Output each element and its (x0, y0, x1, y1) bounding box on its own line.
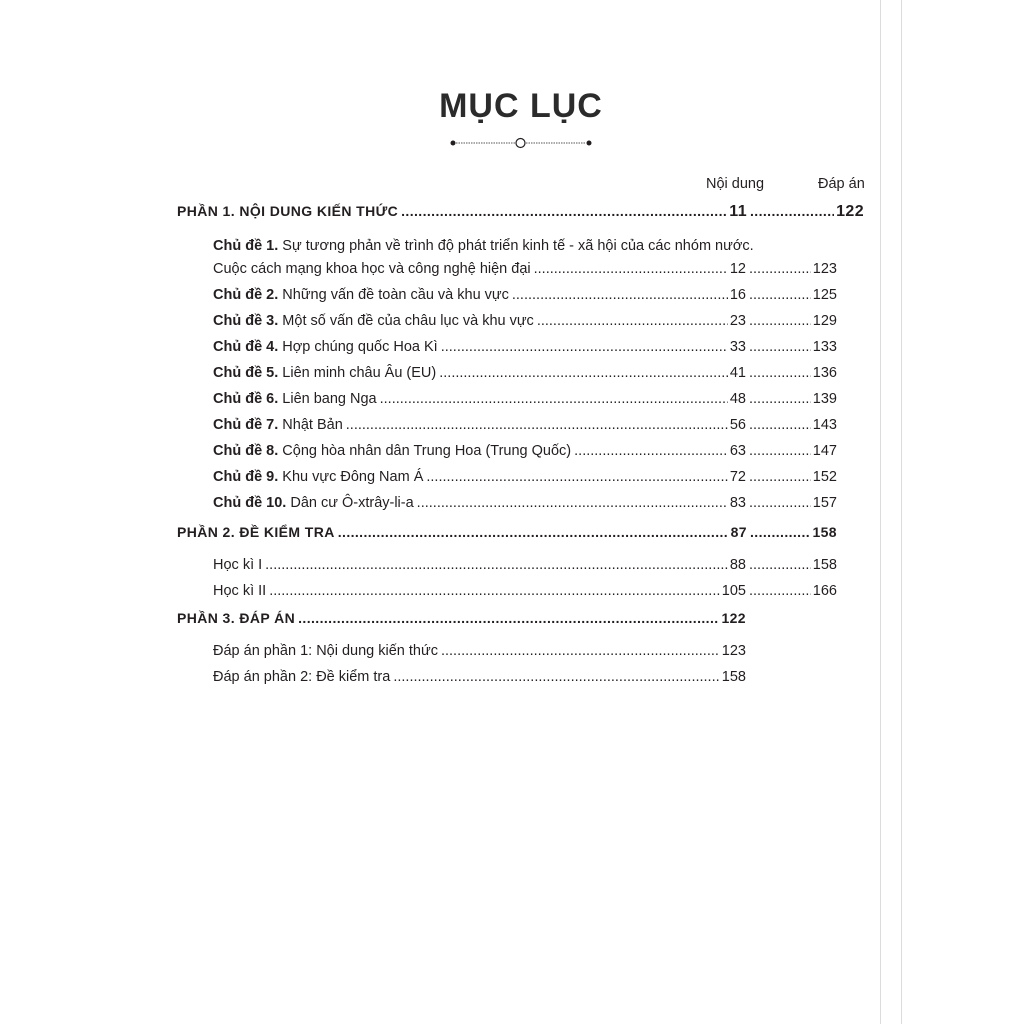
leader-dots (417, 495, 728, 511)
toc-topic-row[interactable] (213, 469, 837, 485)
leader-dots (749, 339, 811, 355)
toc-topic-row[interactable] (213, 417, 837, 433)
toc-topic-row[interactable] (213, 443, 837, 459)
toc-page-number: 48 (729, 391, 746, 407)
answer-title: Đáp án phần 1: Nội dung kiến thức (213, 643, 438, 659)
topic-prefix: Chủ đề 8. (213, 443, 279, 459)
toc-exam-row[interactable] (213, 557, 837, 573)
leader-dots (441, 339, 728, 355)
toc-page-number: 33 (729, 339, 746, 355)
leader-dots (749, 557, 811, 573)
column-header-content: Nội dung (706, 176, 765, 192)
toc-topic-row[interactable] (213, 495, 837, 511)
topic-prefix: Chủ đề 7. (213, 417, 279, 433)
leader-dots (380, 391, 728, 407)
toc-topic-row[interactable] (213, 287, 837, 303)
leader-dots (749, 391, 811, 407)
toc-page-number: 41 (729, 365, 746, 381)
topic-title: Liên minh châu Âu (EU) (282, 365, 437, 381)
leader-dots (439, 365, 728, 381)
topic-prefix: Chủ đề 3. (213, 313, 279, 329)
topic-title: Những vấn đề toàn cầu và khu vực (282, 287, 509, 303)
leader-dots (749, 417, 811, 433)
topic-title: Dân cư Ô-xtrây-li-a (290, 495, 414, 511)
leader-dots (346, 417, 728, 433)
leader-dots (537, 313, 728, 329)
page-edge-line (901, 0, 902, 1024)
toc-answer-page: 158 (812, 557, 837, 573)
toc-part-label: PHẦN 1. NỘI DUNG KIẾN THỨC (177, 203, 399, 219)
leader-dots (749, 495, 811, 511)
topic-title: Một số vấn đề của châu lục và khu vực (282, 313, 534, 329)
leader-dots (426, 469, 727, 485)
toc-answer-page: 122 (836, 203, 864, 220)
toc-page-number: 105 (721, 583, 746, 599)
toc-topic-row[interactable] (213, 365, 837, 381)
topic-prefix: Chủ đề 2. (213, 287, 279, 303)
toc-part-label: PHẦN 2. ĐỀ KIỂM TRA (177, 524, 335, 540)
toc-exam-row[interactable] (213, 583, 837, 599)
leader-dots (750, 203, 834, 219)
leader-dots (269, 583, 720, 599)
toc-page-number: 23 (729, 313, 746, 329)
toc-answer-page: 136 (812, 365, 837, 381)
exam-title: Học kì I (213, 557, 263, 573)
toc-page-number: 11 (729, 203, 747, 220)
toc-page-number: 63 (729, 443, 746, 459)
toc-answer-page: 152 (812, 469, 837, 485)
topic-title: Nhật Bản (282, 417, 343, 433)
title-ornament-icon (448, 136, 594, 150)
leader-dots (749, 443, 811, 459)
toc-page-number: 72 (729, 469, 746, 485)
toc-part-label: PHẦN 3. ĐÁP ÁN (177, 610, 296, 626)
toc-topic-row[interactable] (213, 391, 837, 407)
toc-part-1[interactable] (177, 203, 864, 221)
leader-dots (338, 524, 729, 540)
toc-page-number: 87 (730, 524, 747, 540)
toc-answer-page: 133 (812, 339, 837, 355)
exam-title: Học kì II (213, 583, 267, 599)
column-header-answers: Đáp án (818, 176, 865, 192)
leader-dots (749, 313, 811, 329)
leader-dots (534, 261, 728, 277)
toc-answer-page: 143 (812, 417, 837, 433)
toc-answer-page: 157 (812, 495, 837, 511)
toc-answer-page: 123 (812, 261, 837, 277)
leader-dots (749, 469, 811, 485)
leader-dots (749, 261, 811, 277)
topic-title: Sự tương phản về trình độ phát triển kinh tế - xã hội của các nhóm nước. (282, 238, 754, 254)
topic-title: Cộng hòa nhân dân Trung Hoa (Trung Quốc) (282, 443, 572, 459)
topic-prefix: Chủ đề 5. (213, 365, 279, 381)
toc-topic-1-line-2[interactable] (213, 261, 837, 277)
toc-part-3[interactable] (177, 610, 746, 626)
leader-dots (574, 443, 728, 459)
toc-page-number: 12 (729, 261, 746, 277)
leader-dots (512, 287, 728, 303)
page-title: MỤC LỤC (439, 87, 603, 125)
toc-answer-page: 166 (812, 583, 837, 599)
toc-page-number: 123 (721, 643, 746, 659)
toc-topic-1-line-1[interactable] (213, 238, 754, 254)
toc-topic-row[interactable] (213, 313, 837, 329)
toc-answer-page: 129 (812, 313, 837, 329)
topic-prefix: Chủ đề 10. (213, 495, 287, 511)
toc-answer-page: 125 (812, 287, 837, 303)
topic-prefix: Chủ đề 6. (213, 391, 279, 407)
topic-title: Liên bang Nga (282, 391, 377, 407)
toc-part-2[interactable] (177, 524, 837, 540)
toc-page-number: 83 (729, 495, 746, 511)
toc-answer-page: 158 (812, 524, 837, 540)
topic-title: Hợp chúng quốc Hoa Kì (282, 339, 438, 355)
answer-title: Đáp án phần 2: Đề kiểm tra (213, 669, 391, 685)
toc-topic-row[interactable] (213, 339, 837, 355)
leader-dots (393, 669, 719, 685)
leader-dots (750, 524, 810, 540)
page-edge-line (880, 0, 881, 1024)
toc-answer-row[interactable] (213, 669, 746, 685)
leader-dots (401, 203, 727, 219)
topic-prefix: Chủ đề 1. (213, 238, 279, 254)
leader-dots (749, 365, 811, 381)
topic-prefix: Chủ đề 4. (213, 339, 279, 355)
leader-dots (749, 583, 811, 599)
leader-dots (298, 610, 719, 626)
toc-page-number: 56 (729, 417, 746, 433)
leader-dots (749, 287, 811, 303)
toc-page-number: 158 (721, 669, 746, 685)
toc-answer-page: 139 (812, 391, 837, 407)
topic-prefix: Chủ đề 9. (213, 469, 279, 485)
leader-dots (441, 643, 720, 659)
toc-answer-row[interactable] (213, 643, 746, 659)
topic-title: Cuộc cách mạng khoa học và công nghệ hiện đại (213, 261, 531, 277)
toc-answer-page: 147 (812, 443, 837, 459)
topic-title: Khu vực Đông Nam Á (282, 469, 424, 485)
leader-dots (265, 557, 728, 573)
toc-page-number: 88 (729, 557, 746, 573)
toc-page-number: 122 (721, 610, 746, 626)
toc-page-number: 16 (729, 287, 746, 303)
